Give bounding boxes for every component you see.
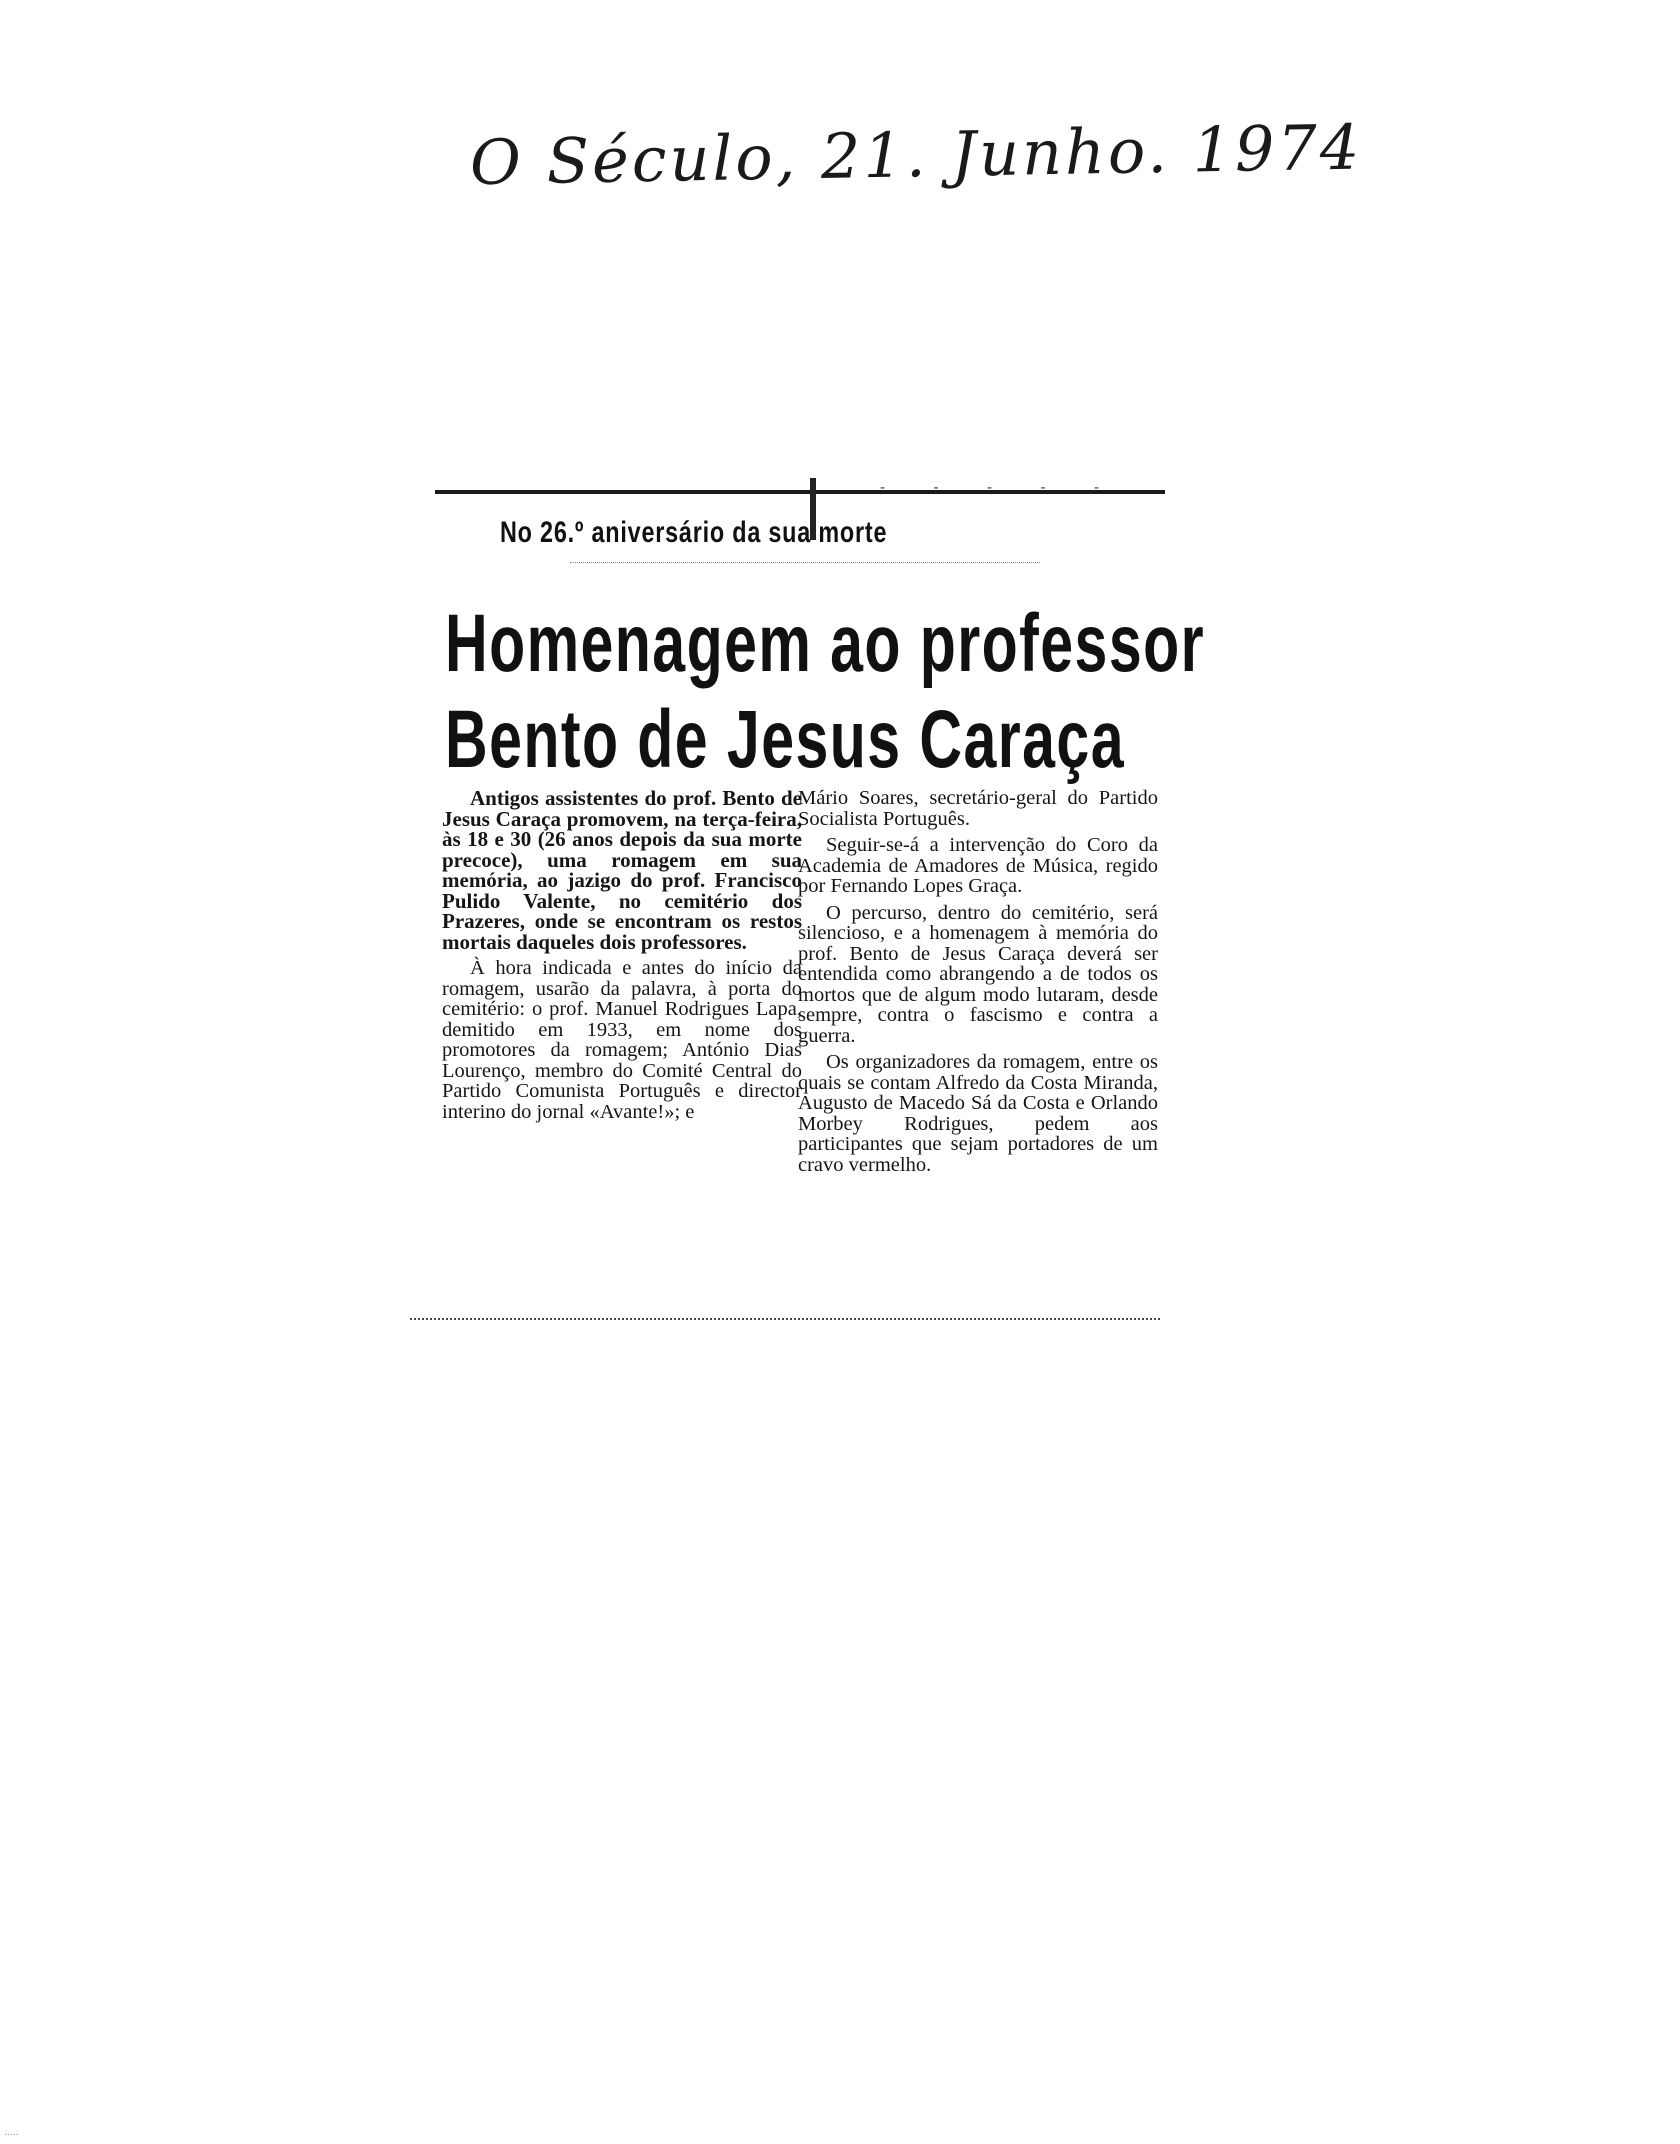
left-column — [442, 788, 802, 1128]
bottom-rule — [410, 1318, 1160, 1320]
body-paragraph: À hora indicada e antes do início da romagem, usarão da palavra, à porta do cemitério: o prof. Manuel Rodrigues Lapa, demitido em 1933, em nome dos promotores da romagem; António Dias Lourenço, membro do Comité Central do Partido Comunista Português e director interino do jornal «Avante!»; e — [442, 957, 802, 1123]
article-kicker: No 26.º aniversário da sua morte — [500, 516, 888, 549]
right-column — [798, 788, 1158, 1181]
scan-corner-mark: ..... — [4, 2128, 19, 2138]
handwritten-source-note: O Século, 21. Junho. 1974 — [469, 110, 1363, 200]
body-paragraph: Os organizadores da romagem, entre os quais se contam Alfredo da Costa Miranda, Augusto de Macedo Sá da Costa e Orlando Morbey Rodrigues, pedem aos participantes que sejam portadores de um cravo vermelho. — [798, 1051, 1158, 1176]
body-paragraph: Mário Soares, secretário-geral do Partido Socialista Português. — [798, 787, 1158, 830]
headline-line-2: Bento de Jesus Caraça — [445, 694, 1125, 785]
body-paragraph: O percurso, dentro do cemitério, será silencioso, e a homenagem à memória do prof. Bento de Jesus Caraça deverá ser entendida como abrangendo a de todos os mortos que de algum modo lutaram, desde sempre, contra o fascismo e contra a guerra. — [798, 901, 1158, 1047]
article-headline — [445, 596, 1206, 788]
lead-paragraph: Antigos assistentes do prof. Bento de Jesus Caraça promovem, na terça-feira, às 18 e 30 (26 anos depois da sua morte precoce), uma romagem em sua memória, ao jazigo do prof. Francisco Pulido Valente, no cemitério dos Prazeres, onde se encontram os restos mortais daqueles dois professores. — [442, 786, 802, 954]
kicker-underline — [570, 562, 1040, 563]
headline-line-1: Homenagem ao professor — [445, 598, 1206, 689]
body-paragraph: Seguir-se-á a intervenção do Coro da Academia de Amadores de Música, regido por Fernando Lopes Graça. — [798, 834, 1158, 897]
dash-marks: - - - - - — [880, 480, 1122, 496]
newspaper-clipping — [410, 478, 1206, 1320]
